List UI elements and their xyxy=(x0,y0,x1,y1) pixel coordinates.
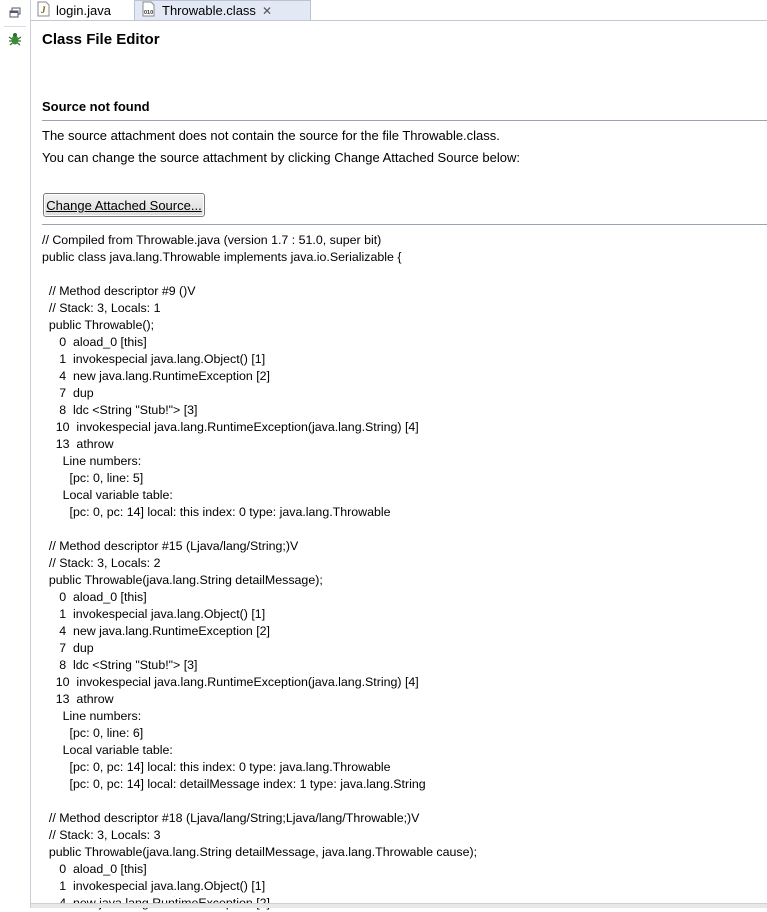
code-line: // Compiled from Throwable.java (version 1.7 : 51.0, super bit) xyxy=(42,233,382,247)
section-divider xyxy=(42,120,767,121)
code-line: 4 new java.lang.RuntimeException [2] xyxy=(42,369,270,383)
horizontal-scrollbar[interactable] xyxy=(31,903,767,908)
code-line xyxy=(42,793,767,810)
code-line: [pc: 0, pc: 14] local: this index: 0 type: java.lang.Throwable xyxy=(42,505,391,519)
tab-throwable-class[interactable] xyxy=(134,0,311,20)
code-line: 1 invokespecial java.lang.Object() [1] xyxy=(42,607,266,621)
code-line: [pc: 0, line: 6] xyxy=(42,726,144,740)
section-title: Source not found xyxy=(42,99,150,114)
code-line: 1 invokespecial java.lang.Object() [1] xyxy=(42,879,266,893)
trim-separator xyxy=(4,26,26,27)
tab-label: login.java xyxy=(56,2,111,18)
source-not-found-message: The source attachment does not contain the source for the file Throwable.class. xyxy=(42,128,500,143)
close-icon[interactable]: ✕ xyxy=(261,3,272,18)
change-attached-source-button[interactable] xyxy=(43,193,205,217)
code-line: public class java.lang.Throwable implements java.io.Serializable { xyxy=(42,250,402,264)
code-line: Line numbers: xyxy=(42,454,142,468)
code-line: Local variable table: xyxy=(42,743,173,757)
code-line: public Throwable(java.lang.String detailMessage, java.lang.Throwable cause); xyxy=(42,845,478,859)
code-line: 0 aload_0 [this] xyxy=(42,862,147,876)
code-line: [pc: 0, pc: 14] local: this index: 0 type: java.lang.Throwable xyxy=(42,760,391,774)
code-line: 0 aload_0 [this] xyxy=(42,335,147,349)
code-line: [pc: 0, pc: 14] local: detailMessage index: 1 type: java.lang.String xyxy=(42,777,426,791)
code-line: 1 invokespecial java.lang.Object() [1] xyxy=(42,352,266,366)
code-line: 10 invokespecial java.lang.RuntimeException(java.lang.String) [4] xyxy=(42,675,419,689)
button-label: Change Attached Source... xyxy=(46,197,202,213)
code-line: // Stack: 3, Locals: 3 xyxy=(42,828,161,842)
code-line: Line numbers: xyxy=(42,709,142,723)
code-line: // Method descriptor #18 (Ljava/lang/String;Ljava/lang/Throwable;)V xyxy=(42,811,420,825)
code-line: public Throwable(java.lang.String detailMessage); xyxy=(42,573,323,587)
editor-title: Class File Editor xyxy=(42,31,160,48)
java-file-icon xyxy=(37,1,51,20)
code-line: 8 ldc <String "Stub!"> [3] xyxy=(42,403,198,417)
editor-tab-bar xyxy=(31,0,767,21)
code-line: 10 invokespecial java.lang.RuntimeException(java.lang.String) [4] xyxy=(42,420,419,434)
code-line: // Stack: 3, Locals: 1 xyxy=(42,301,161,315)
code-line: 8 ldc <String "Stub!"> [3] xyxy=(42,658,198,672)
code-divider xyxy=(42,224,767,225)
left-trim-bar xyxy=(0,0,31,908)
code-line: // Method descriptor #9 ()V xyxy=(42,284,196,298)
tab-label: Throwable.class xyxy=(162,3,256,18)
svg-text:010: 010 xyxy=(144,10,154,16)
code-line: 7 dup xyxy=(42,641,94,655)
code-line: // Stack: 3, Locals: 2 xyxy=(42,556,161,570)
code-line: // Method descriptor #15 (Ljava/lang/String;)V xyxy=(42,539,299,553)
code-line: Local variable table: xyxy=(42,488,173,502)
class-file-icon xyxy=(141,1,157,20)
code-line xyxy=(42,266,767,283)
svg-text:J: J xyxy=(41,4,46,15)
code-line: 0 aload_0 [this] xyxy=(42,590,147,604)
code-line: 7 dup xyxy=(42,386,94,400)
restore-icon[interactable] xyxy=(5,3,25,23)
code-line: public Throwable(); xyxy=(42,318,155,332)
code-line: [pc: 0, line: 5] xyxy=(42,471,144,485)
code-line: 4 new java.lang.RuntimeException [2] xyxy=(42,624,270,638)
code-line xyxy=(42,521,767,538)
disassembled-code xyxy=(42,232,767,912)
tab-login-java[interactable] xyxy=(31,0,133,20)
code-line: 13 athrow xyxy=(42,437,114,451)
change-source-message: You can change the source attachment by clicking Change Attached Source below: xyxy=(42,150,520,165)
debug-bug-icon[interactable] xyxy=(5,29,25,49)
code-line: 13 athrow xyxy=(42,692,114,706)
